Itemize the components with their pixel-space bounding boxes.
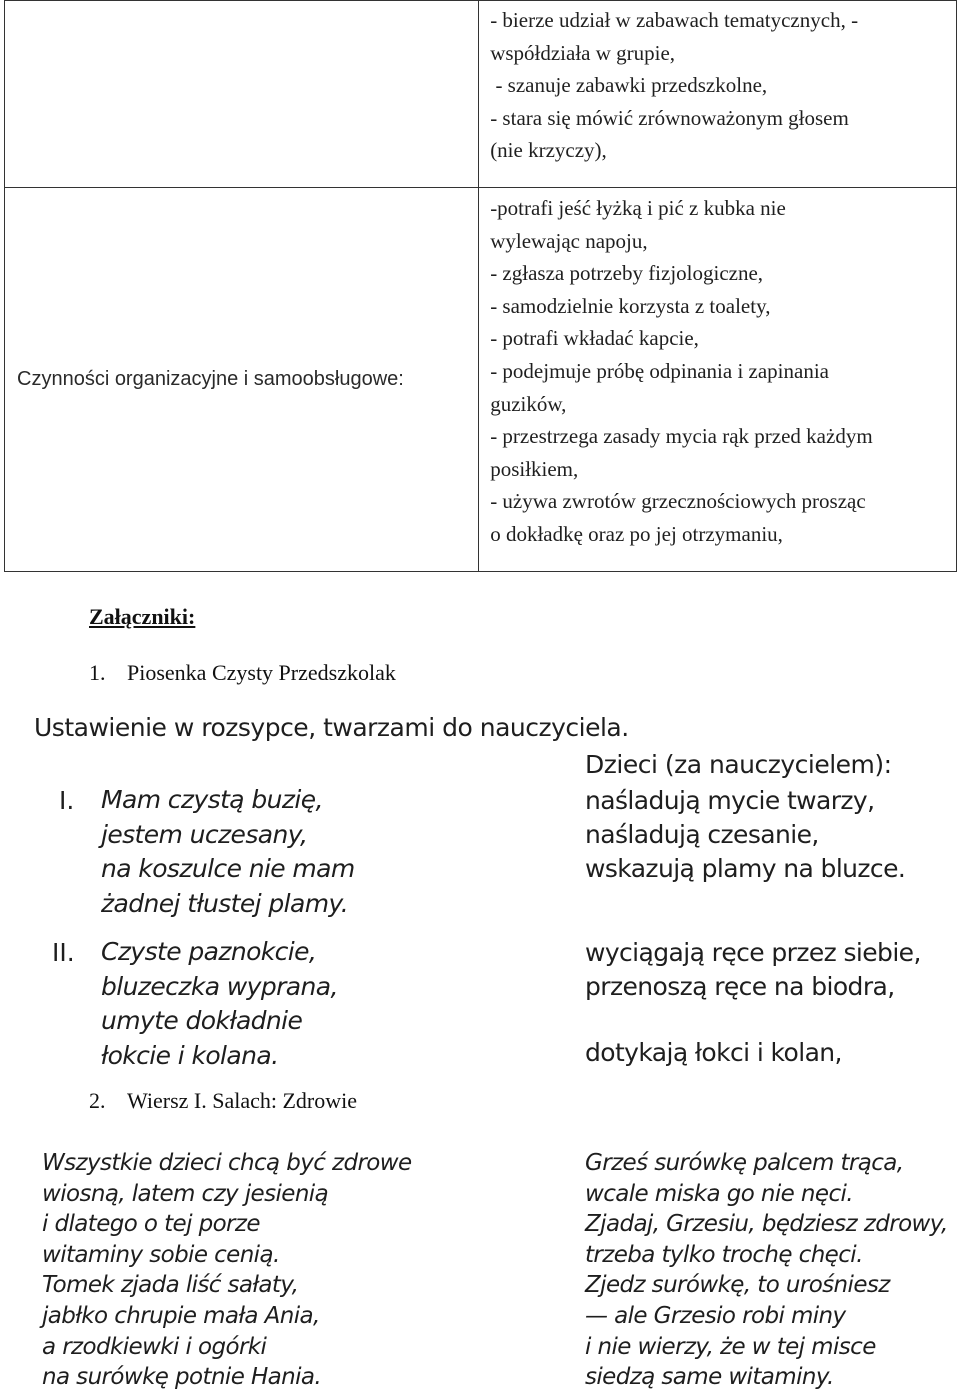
poem-line: Tomek zjada liść sałaty, xyxy=(42,1272,299,1299)
verse-line: jestem uczesany, xyxy=(101,819,308,849)
attachment-title: Piosenka Czysty Przedszkolak xyxy=(127,660,396,685)
verse-line: Czyste paznokcie, xyxy=(101,937,317,966)
poem-line: witaminy sobie cenią. xyxy=(42,1241,280,1268)
table-cell-line: - zgłasza potrzeby fizjologiczne, xyxy=(490,261,764,286)
action-line: dotykają łokci i kolan, xyxy=(585,1038,842,1067)
poem-column-left xyxy=(42,1148,412,1393)
table-cell-line: - przestrzega zasady mycia rąk przed każdym xyxy=(490,424,873,449)
song-actions-1 xyxy=(585,784,905,886)
table-cell-line: posiłkiem, xyxy=(490,456,579,481)
song-verse-1 xyxy=(101,783,355,921)
attachment-title: Wiersz I. Salach: Zdrowie xyxy=(127,1088,358,1113)
table-cell-line: -potrafi jeść łyżką i pić z kubka nie xyxy=(490,195,786,220)
verse-line: na koszulce nie mam xyxy=(101,854,355,883)
table-cell-line: - bierze udział w zabawach tematycznych, - xyxy=(490,8,859,32)
verse-numeral: I. xyxy=(59,786,75,815)
table-cell-line: (nie krzyczy), xyxy=(490,138,607,163)
poem-line: Zjedz surówkę, to urośniesz xyxy=(585,1272,890,1299)
activities-table xyxy=(4,0,957,572)
table-row xyxy=(5,1,957,188)
poem-line: a rzodkiewki i ogórki xyxy=(42,1333,267,1360)
poem-line: wcale miska go nie nęci. xyxy=(585,1180,853,1207)
table-cell-content xyxy=(479,187,957,571)
table-cell-line: - potrafi wkładać kapcie, xyxy=(490,326,699,351)
poem-column-right xyxy=(585,1148,948,1393)
song-intro: Ustawienie w rozsypce, twarzami do nauczyciela. xyxy=(34,713,629,742)
action-line: przenoszą ręce na biodra, xyxy=(585,972,895,1001)
poem-line: trzeba tylko trochę chęci. xyxy=(585,1241,863,1268)
table-row xyxy=(5,187,957,571)
poem-line: jabłko chrupie mała Ania, xyxy=(42,1302,320,1329)
poem-line: — ale Grzesio robi miny xyxy=(585,1302,846,1329)
verse-line: łokcie i kolana. xyxy=(101,1040,279,1070)
table-cell-line: guzików, xyxy=(490,391,567,416)
song-verse-2 xyxy=(101,935,338,1073)
row-label: Czynności organizacyjne i samoobsługowe: xyxy=(17,368,404,391)
song-actions-heading: Dzieci (za nauczycielem): xyxy=(585,750,892,779)
poem-line: wiosną, latem czy jesienią xyxy=(42,1180,329,1207)
song-actions-2 xyxy=(585,936,921,1070)
action-line: wyciągają ręce przez siebie, xyxy=(585,938,921,967)
table-cell-empty xyxy=(5,1,479,188)
attachment-1-heading xyxy=(89,660,396,686)
attachments-heading: Załączniki: xyxy=(89,604,196,629)
poem-line: Wszystkie dzieci chcą być zdrowe xyxy=(42,1150,412,1176)
poem-line: i dlatego o tej porze xyxy=(42,1211,260,1238)
verse-numeral: II. xyxy=(52,938,75,967)
table-cell-line: wylewając napoju, xyxy=(490,228,648,253)
action-line: naśladują mycie twarzy, xyxy=(585,786,875,815)
action-line: naśladują czesanie, xyxy=(585,820,819,849)
poem-line: na surówkę potnie Hania. xyxy=(42,1364,322,1391)
table-cell-line: współdziała w grupie, xyxy=(490,40,676,65)
poem-line: Zjadaj, Grzesiu, będziesz zdrowy, xyxy=(585,1211,948,1238)
table-cell-line: - szanuje zabawki przedszkolne, xyxy=(490,73,768,98)
table-cell-label xyxy=(5,187,479,571)
attachment-2-heading xyxy=(89,1088,357,1114)
verse-line: Mam czystą buzię, xyxy=(101,785,323,814)
poem-line: siedzą same witaminy. xyxy=(585,1364,834,1391)
table-cell-line: o dokładkę oraz po jej otrzymaniu, xyxy=(490,521,783,546)
table-cell-line: - używa zwrotów grzecznościowych prosząc xyxy=(490,489,866,514)
table-cell-content xyxy=(479,1,957,188)
action-line: wskazują plamy na bluzce. xyxy=(585,854,906,883)
attachment-number: 2. xyxy=(89,1088,106,1113)
table-cell-line: - samodzielnie korzysta z toalety, xyxy=(490,293,771,318)
poem-line: i nie wierzy, że w tej misce xyxy=(585,1333,876,1360)
attachment-number: 1. xyxy=(89,660,106,685)
verse-line: bluzeczka wyprana, xyxy=(101,971,338,1001)
table-cell-line: - podejmuje próbę odpinania i zapinania xyxy=(490,358,829,383)
verse-line: umyte dokładnie xyxy=(101,1006,303,1035)
verse-line: żadnej tłustej plamy. xyxy=(101,888,349,918)
poem-line: Grześ surówkę palcem trąca, xyxy=(585,1150,904,1176)
table-cell-line: - stara się mówić zrównoważonym głosem xyxy=(490,105,849,130)
